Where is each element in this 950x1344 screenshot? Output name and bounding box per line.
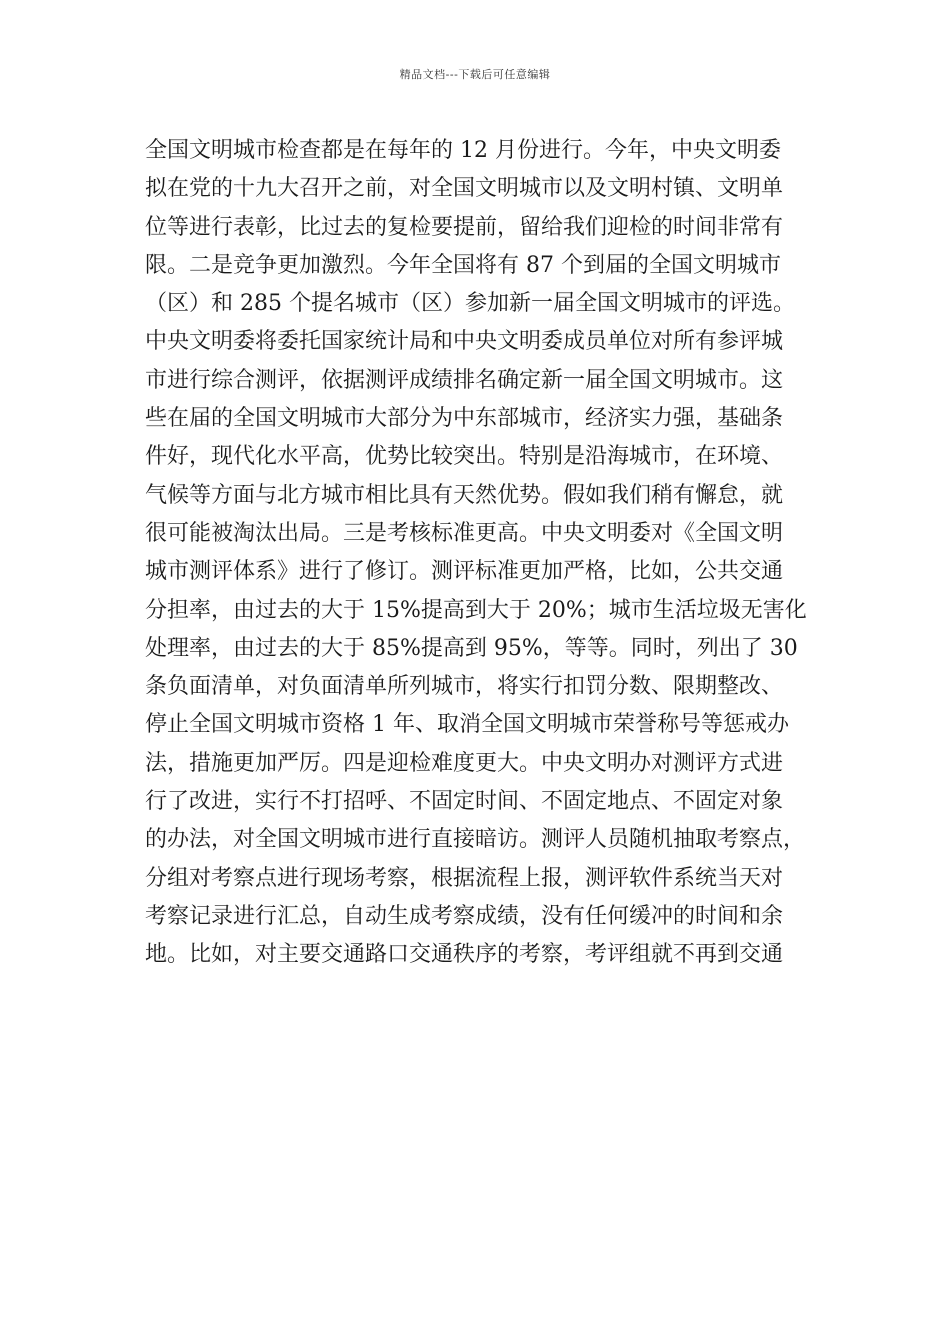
text-line: 停止全国文明城市资格 1 年、取消全国文明城市荣誉称号等惩戒办 — [145, 712, 789, 738]
text-line: 中央文明委将委托国家统计局和中央文明委成员单位对所有参评城 — [145, 329, 784, 355]
text-line: 全国文明城市检查都是在每年的 12 月份进行。今年，中央文明委 — [145, 138, 781, 163]
text-line: 法，措施更加严厉。四是迎检难度更大。中央文明办对测评方式进 — [145, 750, 784, 776]
text-line: 分组对考察点进行现场考察，根据流程上报，测评软件系统当天对 — [145, 865, 784, 891]
text-line: 的办法，对全国文明城市进行直接暗访。测评人员随机抽取考察点， — [145, 827, 806, 853]
text-line: 考察记录进行汇总，自动生成考察成绩，没有任何缓冲的时间和余 — [145, 903, 784, 929]
text-line: 拟在党的十九大召开之前，对全国文明城市以及文明村镇、文明单 — [145, 176, 784, 202]
text-line: 分担率，由过去的大于 15%提高到大于 20%；城市生活垃圾无害化 — [145, 597, 807, 623]
text-line: 些在届的全国文明城市大部分为中东部城市，经济实力强，基础条 — [145, 406, 784, 432]
text-line: 处理率，由过去的大于 85%提高到 95%，等等。同时，列出了 30 — [145, 635, 798, 661]
text-line: 市进行综合测评，依据测评成绩排名确定新一届全国文明城市。这 — [145, 367, 784, 393]
text-line: 很可能被淘汰出局。三是考核标准更高。中央文明委对《全国文明 — [145, 520, 784, 546]
text-line: 气候等方面与北方城市相比具有天然优势。假如我们稍有懈怠，就 — [145, 482, 784, 508]
text-line: （区）和 285 个提名城市（区）参加新一届全国文明城市的评选。 — [145, 291, 795, 317]
text-line: 地。比如，对主要交通路口交通秩序的考察，考评组就不再到交通 — [145, 942, 784, 968]
text-line: 城市测评体系》进行了修订。测评标准更加严格，比如，公共交通 — [145, 559, 784, 585]
page-header: 精品文档---下载后可任意编辑 — [399, 68, 551, 81]
text-line: 行了改进，实行不打招呼、不固定时间、不固定地点、不固定对象 — [145, 789, 784, 815]
text-line: 件好，现代化水平高，优势比较突出。特别是沿海城市，在环境、 — [145, 444, 784, 470]
text-line: 限。二是竞争更加激烈。今年全国将有 87 个到届的全国文明城市 — [145, 252, 781, 278]
text-line: 条负面清单，对负面清单所列城市，将实行扣罚分数、限期整改、 — [145, 674, 784, 700]
text-line: 位等进行表彰，比过去的复检要提前，留给我们迎检的时间非常有 — [145, 214, 784, 240]
body-paragraph — [145, 132, 815, 975]
